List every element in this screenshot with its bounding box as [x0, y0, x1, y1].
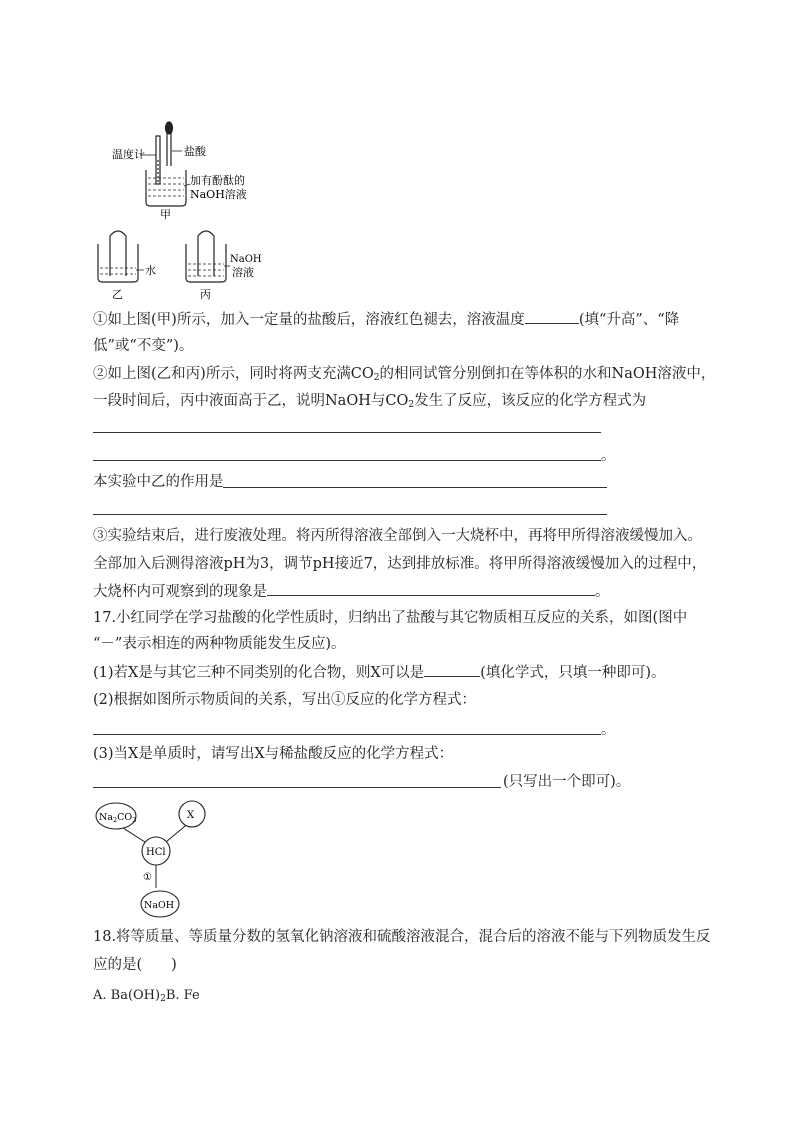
q18-options: A. $Ba(OH)_2B$. Fe	[93, 988, 200, 1004]
answer-line-equation-2[interactable]	[93, 460, 601, 461]
label-bing: 丙	[200, 288, 211, 301]
naoh-label-1: NaOH	[230, 254, 262, 265]
period: 。	[601, 722, 616, 738]
answer-line-equation-1[interactable]	[93, 432, 601, 433]
na2co3-text: $Na_2CO_3$	[99, 812, 137, 824]
apparatus-bing	[186, 231, 226, 282]
apparatus-yi	[98, 231, 138, 282]
q18-line2: 应的是( )	[93, 957, 177, 973]
answer-line-role-2[interactable]	[93, 514, 607, 515]
label-yi: 乙	[112, 288, 123, 301]
acid-label: 盐酸	[184, 145, 206, 158]
answer-line-x-hcl[interactable]	[93, 787, 501, 788]
solution-label-2: NaOH溶液	[190, 188, 247, 201]
hcl-text: HCl	[146, 847, 166, 858]
q16-part3-line1: ③实验结束后，进行废液处理。将丙所得溶液全部倒入一大烧杯中，再将甲所得溶液缓慢加入。	[93, 528, 702, 544]
q16-part2-line1: ②如上图(乙和丙)所示，同时将两支充满$CO_2$的相同试管分别倒扣在等体积的水和NaOH溶液中，	[93, 366, 716, 383]
q16-part1-line2: 低”或“不变”)。	[93, 338, 194, 354]
hcl-relation-diagram	[90, 798, 220, 923]
q17-part2: (2)根据如图所示物质间的关系，写出①反应的化学方程式：	[93, 692, 477, 708]
q17-part1: (1)若X是与其它三种不同类别的化合物，则X可以是 (填化学式，只填一种即可)。	[93, 662, 666, 683]
beaker-jia	[146, 170, 186, 206]
q16-part1-line1: ①如上图(甲)所示，加入一定量的盐酸后，溶液红色褪去，溶液温度 (填“升高”、“降	[93, 309, 679, 330]
q17-part3-tail: (只写出一个即可)。	[503, 774, 631, 790]
naoh-label-2: 溶液	[232, 266, 254, 279]
answer-blank-temperature[interactable]	[525, 309, 579, 324]
q16-part3-line3: 大烧杯内可观察到的现象是 。	[93, 581, 610, 602]
answer-blank-phenomenon[interactable]	[267, 581, 595, 596]
answer-blank-x-formula[interactable]	[424, 662, 480, 677]
water-label: 水	[145, 264, 156, 277]
period: 。	[601, 448, 616, 464]
answer-line-reaction-1[interactable]	[93, 734, 601, 735]
dropper	[166, 122, 173, 166]
experiment-apparatus-figure	[90, 118, 290, 303]
thermometer	[156, 136, 160, 184]
q16-part3-line2: 全部加入后测得溶液pH为3，调节pH接近7，达到排放标准。将甲所得溶液缓慢加入的过程中，	[93, 556, 707, 572]
q17-part3: (3)当X是单质时，请写出X与稀盐酸反应的化学方程式：	[93, 746, 454, 762]
reaction-one-label: ①	[143, 872, 152, 883]
q16-part2-line2: 一段时间后，丙中液面高于乙，说明NaOH与$CO_2$发生了反应，该反应的化学方程式为	[93, 393, 647, 410]
naoh-text: NaOH	[144, 900, 175, 911]
q17-line2: “－”表示相连的两种物质能发生反应)。	[93, 636, 346, 652]
q17-line1: 17.小红同学在学习盐酸的化学性质时，归纳出了盐酸与其它物质相互反应的关系，如图(图中	[93, 610, 688, 626]
label-jia: 甲	[160, 208, 171, 221]
answer-line-role-1[interactable]	[223, 487, 607, 488]
q18-line1: 18.将等质量、等质量分数的氢氧化钠溶液和硫酸溶液混合，混合后的溶液不能与下列物质发生反	[93, 929, 711, 945]
x-text: X	[187, 810, 195, 821]
q16-role-label: 本实验中乙的作用是	[93, 474, 224, 490]
thermometer-label: 温度计	[112, 148, 145, 161]
solution-label-1: 加有酚酞的	[190, 174, 245, 187]
